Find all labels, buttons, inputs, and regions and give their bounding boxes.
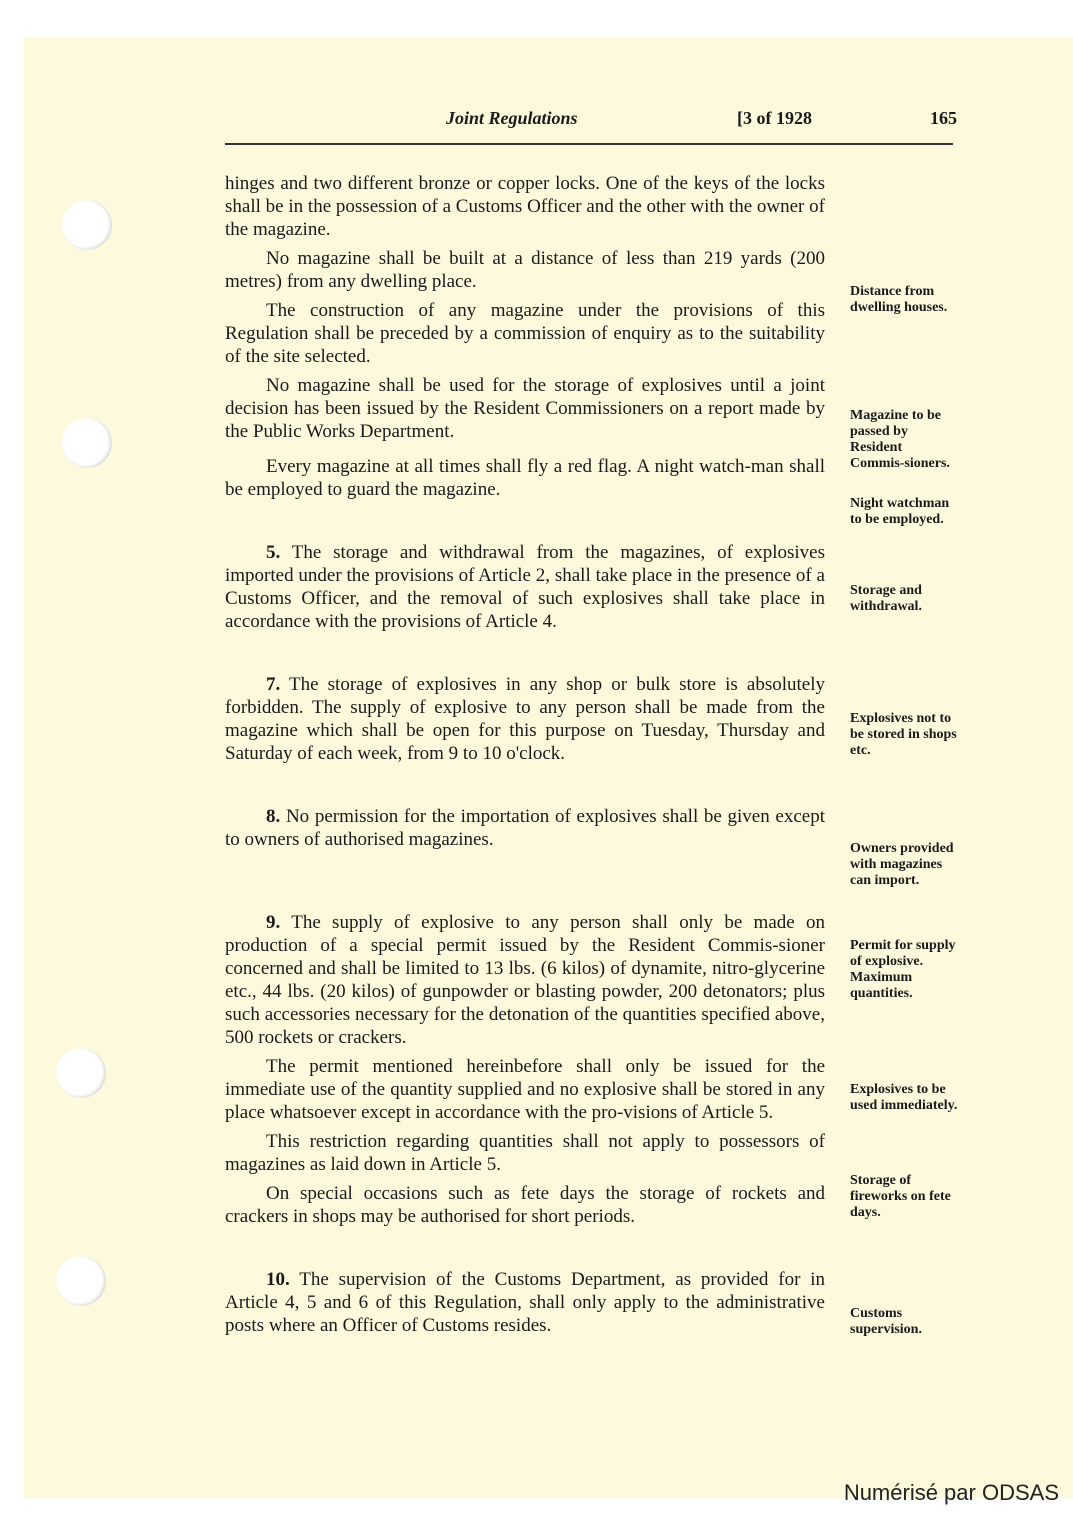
paragraph-text: The storage and withdrawal from the magazines, of explosives imported under the provisions of Article 2, shall take place in the presence of a Customs Officer, and the removal of such explosives shall take place in accordance with the provisions of Article 4. [225,542,825,632]
header-title: Joint Regulations [446,108,578,128]
article-number: 7. [266,674,281,695]
article-number: 10. [266,1269,290,1290]
digitization-footer: Numérisé par ODSAS [843,1480,1059,1505]
running-header [225,108,955,138]
margin-note: Night watchman to be employed. [850,496,950,527]
article-8 [225,805,825,851]
paragraph: hinges and two different bronze or copper locks. One of the keys of the locks shall be in the possession of a Customs Officer and the other with the owner of the magazine. [225,173,825,240]
article-10 [225,1268,825,1337]
punch-hole [62,418,112,468]
article-number: 5. [266,542,281,563]
article-5 [225,541,825,633]
article-number: 8. [266,806,281,827]
paragraph: On special occasions such as fete days the storage of rockets and crackers in shops may be authorised for short periods. [225,1183,825,1227]
punch-hole [56,1048,106,1098]
paragraph: This restriction regarding quantities shall not apply to possessors of magazines as laid down in Article 5. [225,1131,825,1175]
punch-hole [62,200,112,250]
margin-note: Owners provided with magazines can import. [850,841,954,888]
main-text [225,172,825,1337]
margin-note: Storage of fireworks on fete days. [850,1173,951,1220]
header-rule [225,143,953,145]
punch-hole [56,1256,106,1306]
article-number: 9. [266,912,281,933]
article-7 [225,673,825,765]
margin-note: Customs supervision. [850,1306,922,1337]
page-number: 165 [930,108,957,128]
margin-note: Permit for supply of explosive. Maximum quantities. [850,938,956,1001]
paragraph: No magazine shall be built at a distance of less than 219 yards (200 metres) from any dwelling place. [225,248,825,292]
margin-note: Magazine to be passed by Resident Commis-sioners. [850,408,950,471]
paragraph-text: The supply of explosive to any person shall only be made on production of a special permit issued by the Resident Commis-sioner concerned and shall be limited to 13 lbs. (6 kilos) of dynamite, nitro-glycerine etc., 44 lbs. (20 kilos) of gunpowder or blasting powder, 200 detonators; plus such accessories necessary for the detonation of the quantities specified above, 500 rockets or crackers. [225,912,825,1048]
paragraph-text: No permission for the importation of explosives shall be given except to owners of authorised magazines. [225,806,826,850]
paragraph-text: The supervision of the Customs Department, as provided for in Article 4, 5 and 6 of this Regulation, shall only apply to the administrative posts where an Officer of Customs resides. [225,1269,825,1336]
margin-note: Explosives not to be stored in shops etc. [850,711,957,758]
paragraph: The permit mentioned hereinbefore shall only be issued for the immediate use of the quantity supplied and no explosive shall be stored in any place whatsoever except in accordance with the pro-visions of Article 5. [225,1056,825,1123]
margin-note: Explosives to be used immediately. [850,1082,958,1113]
margin-note: Storage and withdrawal. [850,583,922,614]
paragraph: No magazine shall be used for the storage of explosives until a joint decision has been issued by the Resident Commissioners on a report made by the Public Works Department. [225,375,825,442]
paragraph: The construction of any magazine under the provisions of this Regulation shall be preceded by a commission of enquiry as to the suitability of the site selected. [225,300,825,367]
paragraph-text: The storage of explosives in any shop or bulk store is absolutely forbidden. The supply of explosive to any person shall be made from the magazine which shall be open for this purpose on Tuesday, Thursday and Saturday of each week, from 9 to 10 o'clock. [225,674,825,764]
article-9 [225,911,825,1049]
paragraph: Every magazine at all times shall fly a red flag. A night watch-man shall be employed to guard the magazine. [225,456,825,500]
header-section: [3 of 1928 [737,108,812,128]
margin-note: Distance from dwelling houses. [850,284,948,315]
